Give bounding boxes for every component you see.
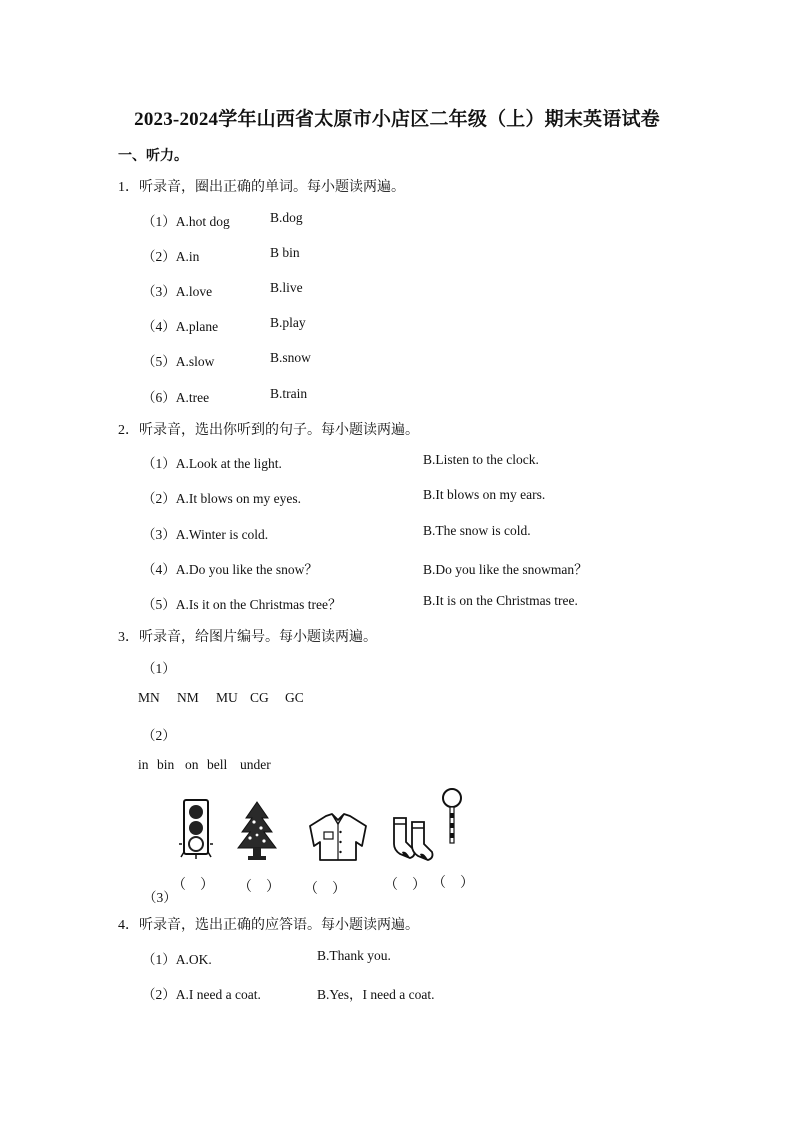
q1-item-6 (142, 386, 209, 406)
q1-item-3-option-b[interactable]: B.live (270, 280, 303, 295)
q1-item-3 (142, 280, 212, 300)
item-number: （4） (142, 562, 176, 577)
q1-item-1-option-b[interactable]: B.dog (270, 210, 303, 225)
lollipop-icon (438, 786, 466, 846)
q2-item-4-option-b[interactable]: B.Do you like the snowman？ (423, 562, 588, 577)
q2-item-3 (142, 523, 268, 543)
q2-item-3-option-b[interactable]: B.The snow is cold. (423, 523, 531, 538)
option-a[interactable]: A.OK. (175, 952, 212, 967)
option-a[interactable]: A.Do you like the snow？ (175, 562, 318, 577)
socks-icon (388, 816, 436, 862)
word-option[interactable]: bin (157, 757, 175, 772)
q1-item-2 (142, 245, 199, 265)
q4-item-1-option-b[interactable]: B.Thank you. (317, 948, 391, 963)
q2-item-4 (142, 558, 318, 578)
letter-option[interactable]: NM (177, 690, 199, 705)
item-number: （2） (142, 987, 176, 1002)
option-a[interactable]: A.hot dog (175, 214, 230, 229)
q1-item-6-option-b[interactable]: B.train (270, 386, 308, 401)
q2-item-5-option-b[interactable]: B.It is on the Christmas tree. (423, 593, 578, 608)
item-number: （5） (142, 354, 176, 369)
item-number: （3） (142, 527, 176, 542)
letter-option[interactable]: MN (138, 690, 160, 705)
letter-option[interactable]: CG (250, 690, 269, 705)
q3-sub-2-number: （2） (142, 728, 176, 743)
word-option[interactable]: in (138, 757, 149, 772)
q4-item-1 (142, 948, 212, 968)
option-a[interactable]: A.I need a coat. (175, 987, 261, 1002)
q1-item-2-option-b[interactable]: B bin (270, 245, 300, 260)
q2-item-2 (142, 487, 301, 507)
option-a[interactable]: A.in (175, 249, 200, 264)
q4-item-2-option-b[interactable]: B.Yes，I need a coat. (317, 987, 435, 1002)
answer-blank[interactable]: （ ） (238, 880, 280, 895)
word-option[interactable]: under (240, 757, 271, 772)
item-number: （2） (142, 491, 176, 506)
q1-item-5 (142, 350, 214, 370)
letter-option[interactable]: GC (285, 690, 304, 705)
option-a[interactable]: A.love (175, 284, 213, 299)
option-a[interactable]: A.Is it on the Christmas tree？ (175, 597, 342, 612)
answer-blank[interactable]: （ ） (304, 882, 346, 897)
word-option[interactable]: on (185, 757, 199, 772)
letter-option[interactable]: MU (216, 690, 238, 705)
q2-item-5 (142, 593, 341, 613)
q1-stem: 1．听录音，圈出正确的单词。每小题读两遍。 (118, 180, 405, 195)
answer-blank[interactable]: （ ） (432, 876, 474, 891)
item-number: （1） (142, 214, 176, 229)
option-a[interactable]: A.tree (175, 390, 210, 405)
christmas-tree-icon (234, 800, 280, 864)
item-number: （1） (142, 456, 176, 471)
item-number: （4） (142, 319, 176, 334)
item-number: （3） (142, 284, 176, 299)
q1-item-4 (142, 315, 218, 335)
q3-sub-3-number: （3） (143, 890, 177, 905)
item-number: （5） (142, 597, 176, 612)
q3-sub-1-number: （1） (142, 661, 176, 676)
q1-item-4-option-b[interactable]: B.play (270, 315, 306, 330)
option-a[interactable]: A.It blows on my eyes. (175, 491, 301, 506)
section-heading-listening: 一、听力。 (118, 149, 188, 164)
option-a[interactable]: A.slow (175, 354, 215, 369)
answer-blank[interactable]: （ ） (172, 878, 214, 893)
q2-stem: 2．听录音，选出你听到的句子。每小题读两遍。 (118, 423, 419, 438)
answer-blank[interactable]: （ ） (384, 878, 426, 893)
shirt-icon (306, 812, 370, 862)
q2-item-1 (142, 452, 282, 472)
q2-item-1-option-b[interactable]: B.Listen to the clock. (423, 452, 539, 467)
traffic-light-icon (178, 798, 214, 860)
page-title: 2023-2024学年山西省太原市小店区二年级（上）期末英语试卷 (134, 109, 660, 130)
option-a[interactable]: A.plane (175, 319, 219, 334)
q3-picture-row (170, 786, 480, 898)
option-a[interactable]: A.Winter is cold. (175, 527, 269, 542)
q1-item-1 (142, 210, 230, 230)
option-a[interactable]: A.Look at the light. (175, 456, 282, 471)
item-number: （2） (142, 249, 176, 264)
item-number: （1） (142, 952, 176, 967)
item-number: （6） (142, 390, 176, 405)
q1-item-5-option-b[interactable]: B.snow (270, 350, 311, 365)
q4-item-2 (142, 983, 261, 1003)
q4-stem: 4．听录音，选出正确的应答语。每小题读两遍。 (118, 918, 419, 933)
q3-stem: 3．听录音，给图片编号。每小题读两遍。 (118, 630, 377, 645)
q2-item-2-option-b[interactable]: B.It blows on my ears. (423, 487, 546, 502)
word-option[interactable]: bell (207, 757, 228, 772)
